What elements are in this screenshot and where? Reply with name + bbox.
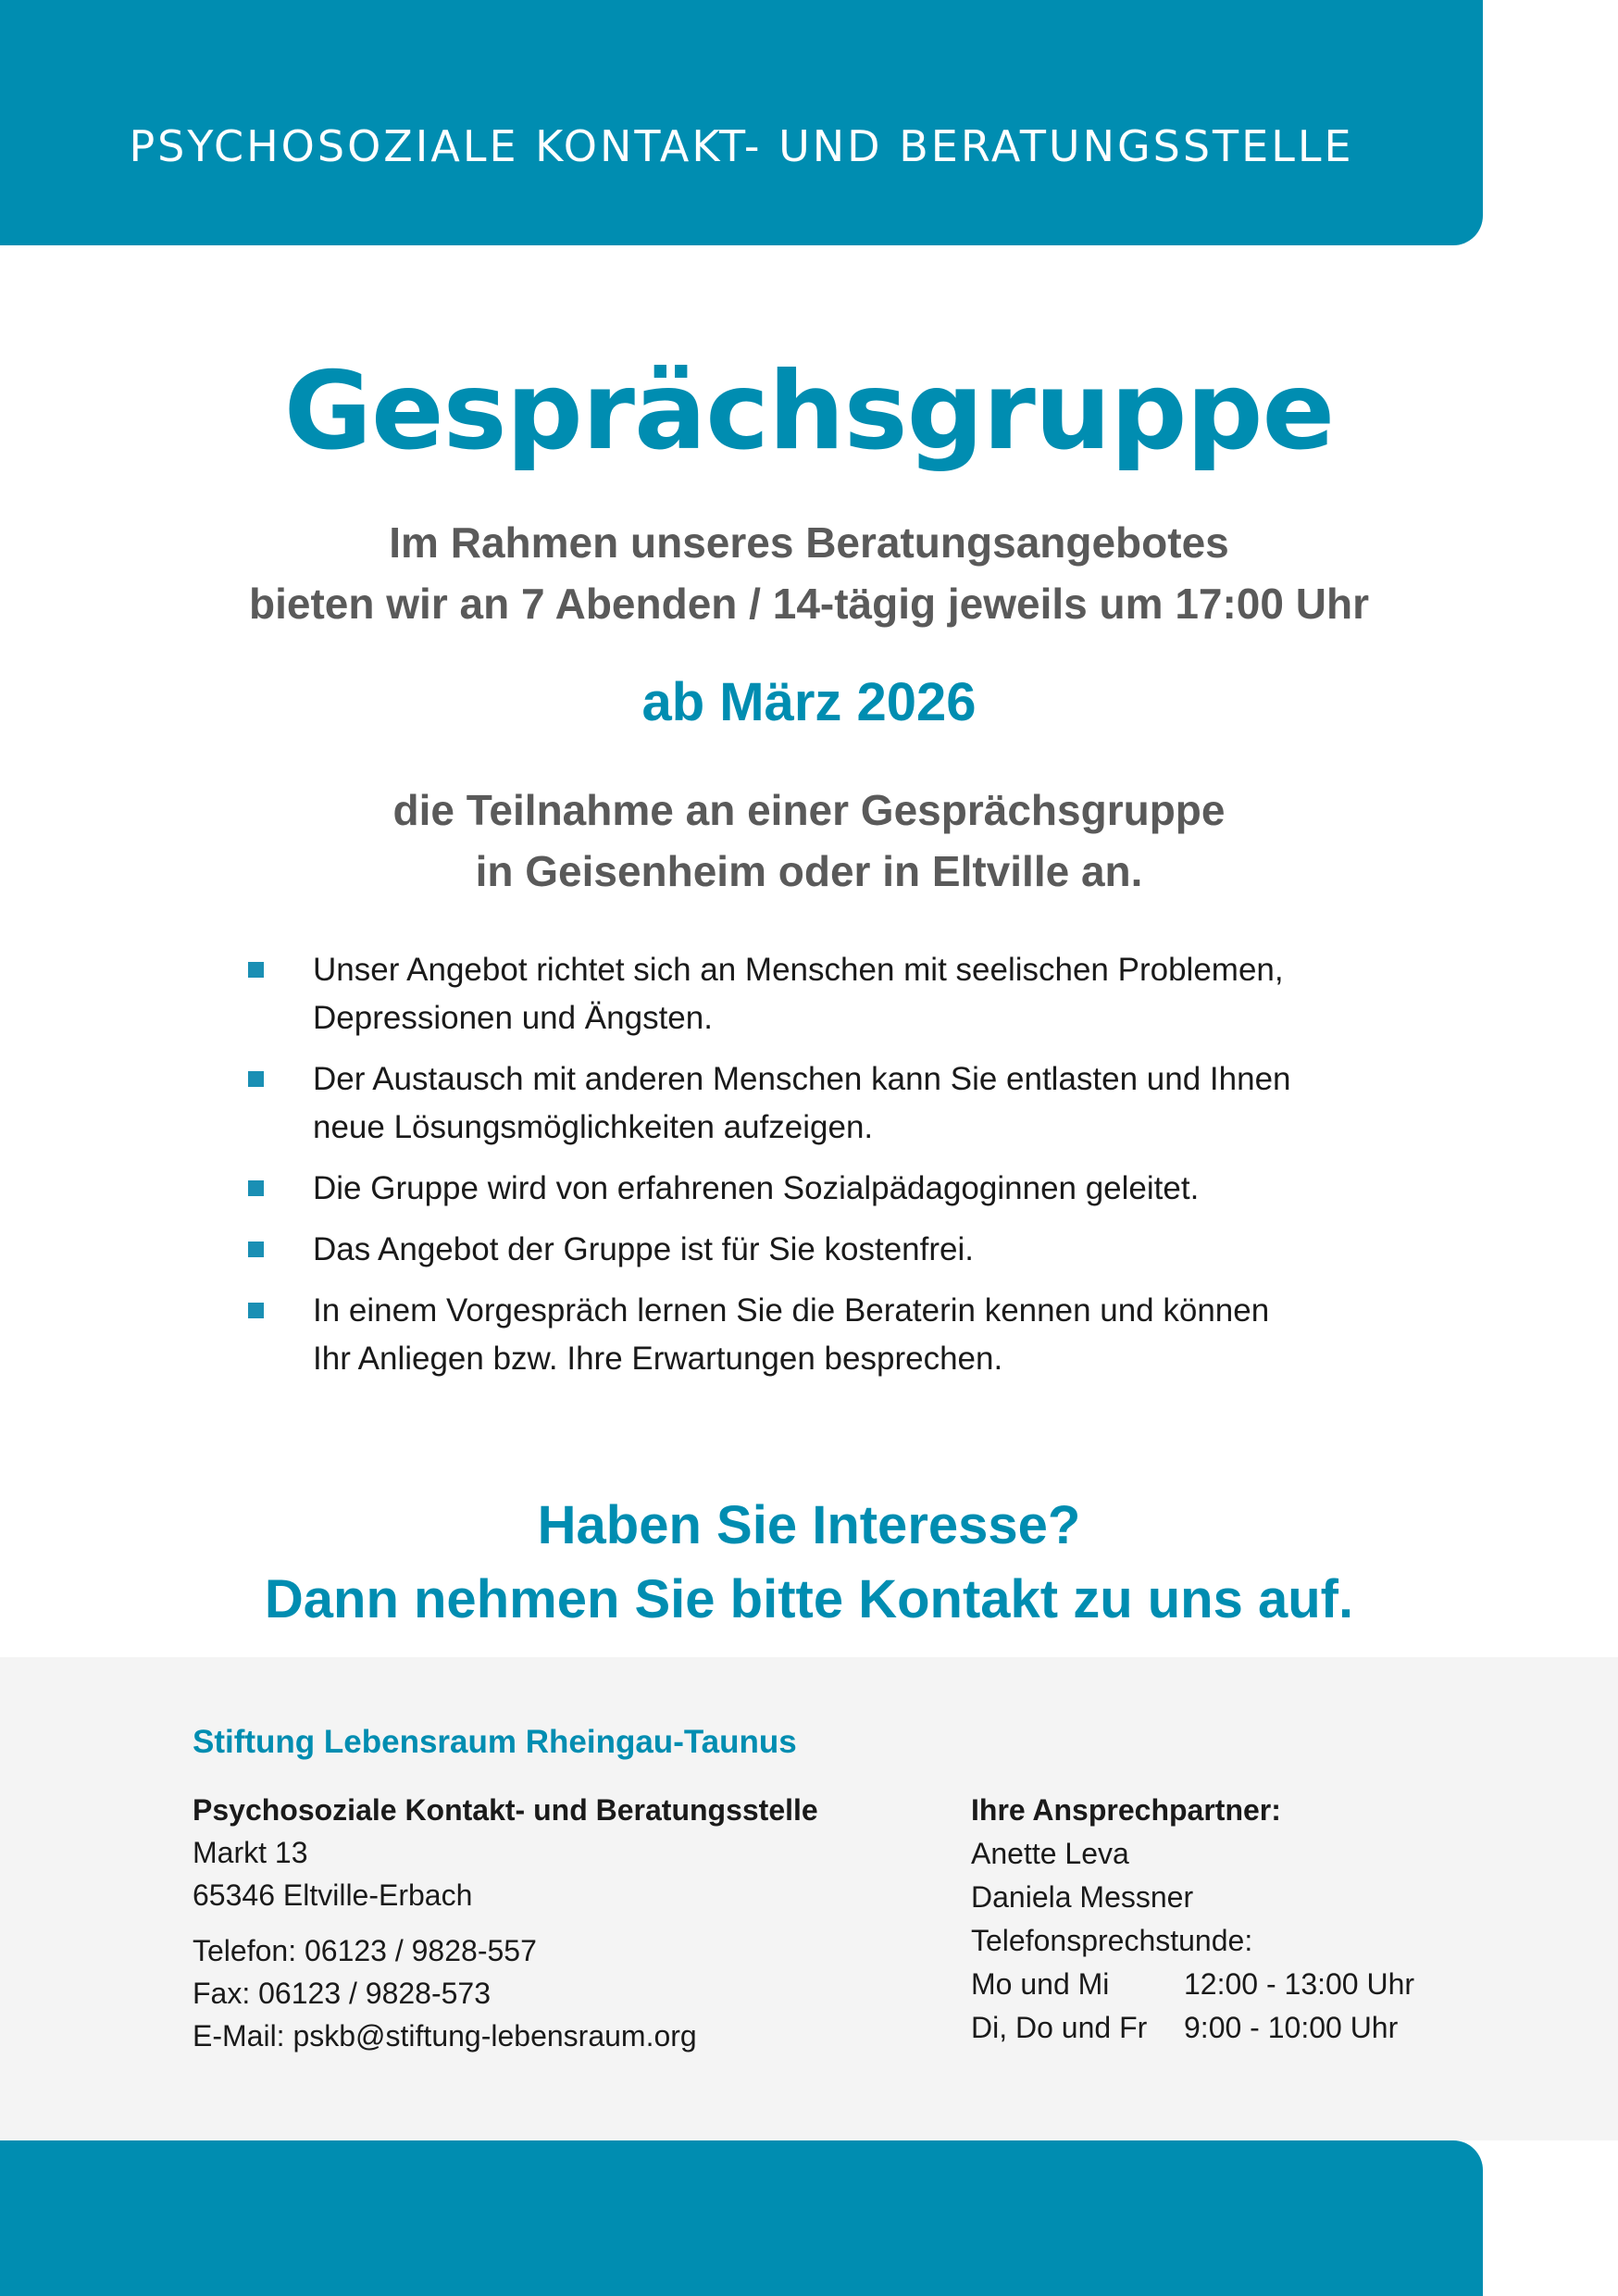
intro-text — [0, 512, 1618, 634]
bullet-item — [246, 946, 1450, 1042]
page-title: Gesprächsgruppe — [283, 349, 1335, 474]
call-to-action — [0, 1489, 1618, 1637]
header-title: PSYCHOSOZIALE KONTAKT- UND BERATUNGSSTELLE — [129, 121, 1354, 171]
contact-person: Daniela Messner — [971, 1880, 1194, 1914]
organization-name: Stiftung Lebensraum Rheingau-Taunus — [193, 1724, 797, 1760]
bullet-line: Ihr Anliegen bzw. Ihre Erwartungen besprechen. — [313, 1341, 1003, 1377]
footer-band — [0, 2140, 1483, 2296]
hours-heading: Telefonsprechstunde: — [971, 1924, 1253, 1957]
participation-line: in Geisenheim oder in Eltville an. — [475, 847, 1143, 895]
cta-line: Haben Sie Interesse? — [537, 1495, 1081, 1555]
square-bullet-icon — [248, 1180, 264, 1196]
bullet-line: Depressionen und Ängsten. — [313, 1000, 713, 1036]
intro-line: Im Rahmen unseres Beratungsangebotes — [389, 518, 1229, 567]
bullet-item — [246, 1226, 1450, 1274]
square-bullet-icon — [248, 962, 264, 978]
hours-row — [971, 2006, 1414, 2050]
bullet-line: neue Lösungsmöglichkeiten aufzeigen. — [313, 1109, 874, 1145]
contacts-heading: Ihre Ansprechpartner: — [971, 1793, 1281, 1827]
bullet-list — [246, 946, 1450, 1396]
phone: Telefon: 06123 / 9828-557 — [193, 1934, 537, 1967]
start-date: ab März 2026 — [641, 672, 977, 732]
participation-line: die Teilnahme an einer Gesprächsgruppe — [392, 786, 1226, 834]
square-bullet-icon — [248, 1303, 264, 1318]
fax: Fax: 06123 / 9828-573 — [193, 1977, 492, 2010]
hours-row — [971, 1963, 1414, 2006]
bullet-line: In einem Vorgespräch lernen Sie die Beraterin kennen und können — [313, 1292, 1270, 1329]
city: 65346 Eltville-Erbach — [193, 1878, 473, 1912]
contacts-block — [971, 1789, 1414, 2050]
bullet-line: Das Angebot der Gruppe ist für Sie kostenfrei. — [313, 1231, 974, 1267]
contact-person: Anette Leva — [971, 1837, 1129, 1870]
square-bullet-icon — [248, 1242, 264, 1257]
cta-line: Dann nehmen Sie bitte Kontakt zu uns auf. — [264, 1569, 1354, 1629]
bullet-line: Der Austausch mit anderen Menschen kann Sie entlasten und Ihnen — [313, 1061, 1291, 1097]
hours-days: Di, Do und Fr — [971, 2011, 1148, 2044]
email: E-Mail: pskb@stiftung-lebensraum.org — [193, 2019, 697, 2053]
square-bullet-icon — [248, 1071, 264, 1087]
bullet-item — [246, 1287, 1450, 1383]
office-name: Psychosoziale Kontakt- und Beratungsstelle — [193, 1793, 818, 1827]
participation-text — [0, 780, 1618, 902]
bullet-line: Unser Angebot richtet sich an Menschen mit seelischen Problemen, — [313, 952, 1284, 988]
street: Markt 13 — [193, 1836, 308, 1869]
hours-days: Mo und Mi — [971, 1967, 1110, 2001]
bullet-item — [246, 1055, 1450, 1152]
address-block — [193, 1789, 818, 2057]
bullet-item — [246, 1165, 1450, 1213]
bullet-line: Die Gruppe wird von erfahrenen Sozialpädagoginnen geleitet. — [313, 1170, 1200, 1206]
hours-time: 9:00 - 10:00 Uhr — [1184, 2011, 1399, 2044]
hours-time: 12:00 - 13:00 Uhr — [1184, 1967, 1415, 2001]
intro-line: bieten wir an 7 Abenden / 14-tägig jeweils um 17:00 Uhr — [249, 580, 1369, 628]
